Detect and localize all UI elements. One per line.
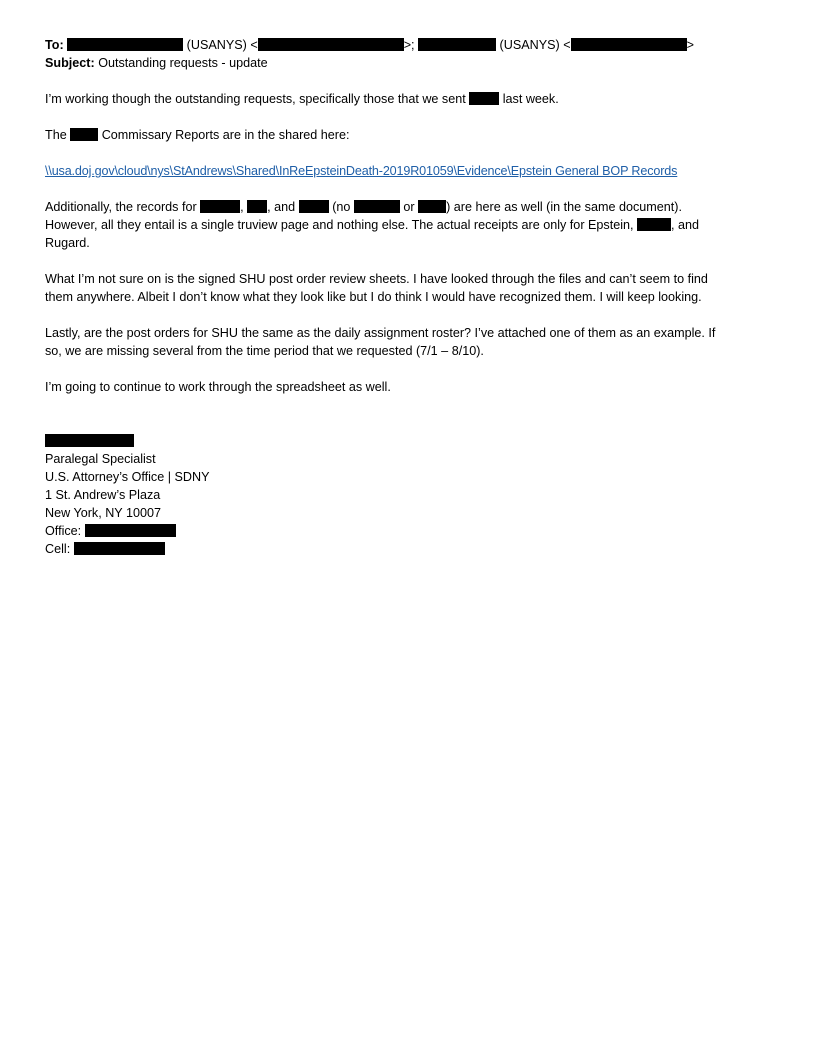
p4-line-2 — [45, 216, 773, 234]
p1-text-start: I’m working though the outstanding requests, specifically those that we sent — [45, 92, 466, 106]
signature-office: U.S. Attorney’s Office | SDNY — [45, 470, 210, 484]
redacted-name — [418, 200, 446, 213]
to-line — [45, 36, 773, 54]
redacted-name — [200, 200, 240, 213]
p5-line-2: them anywhere. Albeit I don’t know what they look like but I do think I would have recognized them. I will keep looking. — [45, 290, 702, 304]
redacted-name — [299, 200, 329, 213]
redacted-name — [354, 200, 400, 213]
signature-name — [45, 432, 773, 450]
subject-value: Outstanding requests - update — [98, 56, 268, 70]
p4-text-d: (no — [332, 200, 351, 214]
redacted-recipient-name-2 — [418, 38, 496, 51]
subject-label: Subject: — [45, 56, 95, 70]
to-label: To: — [45, 38, 64, 52]
cell-phone-label: Cell: — [45, 542, 71, 556]
paragraph-2 — [45, 126, 773, 144]
paragraph-7: I’m going to continue to work through the spreadsheet as well. — [45, 380, 391, 394]
signature-office-phone — [45, 522, 773, 540]
to-end: > — [686, 38, 694, 52]
p4-text-f: ) are here as well (in the same document). — [446, 200, 682, 214]
p4-text-line2b: , and — [671, 218, 700, 232]
to-org-2: (USANYS) < — [499, 38, 571, 52]
email-document — [45, 36, 773, 558]
p4-text-b: , — [240, 200, 244, 214]
p6-line-2: so, we are missing several from the time period that we requested (7/1 – 8/10). — [45, 344, 484, 358]
p2-text-end: Commissary Reports are in the shared here: — [101, 128, 350, 142]
subject-line — [45, 54, 773, 72]
redacted-name — [247, 200, 267, 213]
p5-line-1: What I’m not sure on is the signed SHU post order review sheets. I have looked through the files and can’t seem to find — [45, 272, 708, 286]
shared-folder-link[interactable]: \\usa.doj.gov\cloud\nys\StAndrews\Shared\InReEpsteinDeath-2019R01059\Evidence\Epstein General BOP Records — [45, 164, 678, 178]
p6-line-1: Lastly, are the post orders for SHU the same as the daily assignment roster? I’ve attached one of them as an example. If — [45, 326, 716, 340]
redacted-sender-name — [45, 434, 134, 447]
p4-text-e: or — [403, 200, 415, 214]
p4-text-c: , and — [267, 200, 296, 214]
p4-line-1 — [45, 198, 773, 216]
p4-text-line2a: However, all they entail is a single truview page and nothing else. The actual receipts are only for Epstein, — [45, 218, 634, 232]
p4-text-line3: Rugard. — [45, 236, 90, 250]
redacted-recipient-email-1 — [258, 38, 404, 51]
p2-text-start: The — [45, 128, 67, 142]
signature-address-1: 1 St. Andrew’s Plaza — [45, 488, 161, 502]
signature-spacer — [45, 396, 773, 432]
p4-text-a: Additionally, the records for — [45, 200, 197, 214]
paragraph-1 — [45, 90, 773, 108]
office-phone-label: Office: — [45, 524, 82, 538]
paragraph-4 — [45, 198, 773, 252]
redacted-item — [70, 128, 98, 141]
signature-title: Paralegal Specialist — [45, 452, 156, 466]
p1-text-end: last week. — [502, 92, 559, 106]
signature-address-2: New York, NY 10007 — [45, 506, 161, 520]
to-org-1: (USANYS) < — [186, 38, 258, 52]
redacted-office-phone — [85, 524, 176, 537]
paragraph-5 — [45, 270, 773, 306]
redacted-cell-phone — [74, 542, 165, 555]
signature-block — [45, 432, 773, 558]
p4-line-3 — [45, 234, 773, 252]
paragraph-6 — [45, 324, 773, 360]
redacted-name — [637, 218, 671, 231]
redacted-recipient-email-2 — [571, 38, 687, 51]
paragraph-link — [45, 162, 773, 180]
signature-cell-phone — [45, 540, 773, 558]
redacted-item — [469, 92, 499, 105]
to-separator: >; — [403, 38, 415, 52]
redacted-recipient-name-1 — [67, 38, 183, 51]
